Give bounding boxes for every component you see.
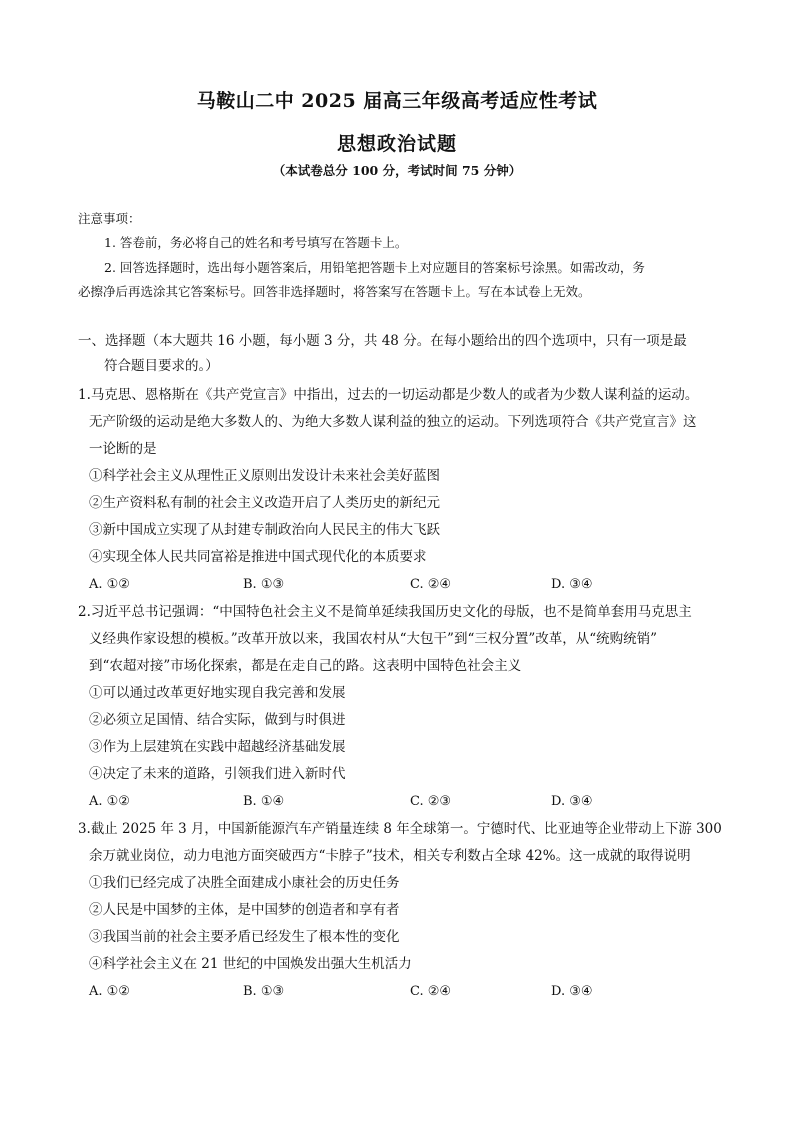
question-stem-line: 义经典作家设想的模板。”改革开放以来，我国农村从“大包干”到“三权分置”改革，从“统购统销” bbox=[89, 631, 658, 647]
question-stem-line: 到“农超对接”市场化探索，都是在走自己的路。这表明中国特色社会主义 bbox=[89, 658, 522, 674]
option-b: B. ①③ bbox=[243, 984, 285, 999]
notice-item-2-line-1: 2. 回答选择题时，选出每小题答案后，用铅笔把答题卡上对应题目的答案标号涂黑。如需改动，务 bbox=[104, 260, 645, 275]
statement-item: ②人民是中国梦的主体，是中国梦的创造者和享有者 bbox=[89, 902, 400, 918]
notice-item-1: 1. 答卷前，务必将自己的姓名和考号填写在答题卡上。 bbox=[104, 235, 408, 250]
statement-item: ①可以通过改革更好地实现自我完善和发展 bbox=[89, 685, 346, 701]
statement-item: ②生产资料私有制的社会主义改造开启了人类历史的新纪元 bbox=[89, 495, 440, 511]
notice-item-2-line-2: 必擦净后再选涂其它答案标号。回答非选择题时，将答案写在答题卡上。写在本试卷上无效。 bbox=[78, 284, 591, 299]
option-c: C. ②④ bbox=[410, 577, 452, 592]
option-d: D. ③④ bbox=[551, 577, 593, 592]
question-stem-line: 2.习近平总书记强调：“中国特色社会主义不是简单延续我国历史文化的母版，也不是简单套用马克思主 bbox=[78, 604, 692, 620]
question-stem-line: 1.马克思、恩格斯在《共产党宣言》中指出，过去的一切运动都是少数人的或者为少数人谋利益的运动。 bbox=[78, 387, 699, 403]
statement-item: ③作为上层建筑在实践中超越经济基础发展 bbox=[89, 739, 346, 755]
section-1-heading-line-2: 符合题目要求的。） bbox=[104, 358, 219, 374]
question-stem-line: 3.截止 2025 年 3 月，中国新能源汽车产销量连续 8 年全球第一。宁德时代、比亚迪等企业带动上下游 300 bbox=[78, 821, 722, 837]
statement-item: ①我们已经完成了决胜全面建成小康社会的历史任务 bbox=[89, 875, 400, 891]
option-b: B. ①④ bbox=[243, 794, 285, 809]
statement-item: ①科学社会主义从理性正义原则出发设计未来社会美好蓝图 bbox=[89, 468, 440, 484]
subject-title: 思想政治试题 bbox=[336, 133, 457, 155]
section-1-heading-line-1: 一、选择题（本大题共 16 小题，每小题 3 分，共 48 分。在每小题给出的四个选项中，只有一项是最 bbox=[78, 333, 687, 349]
question-stem-line: 无产阶级的运动是绝大多数人的、为绝大多数人谋利益的独立的运动。下列选项符合《共产党宣言》这 bbox=[89, 414, 697, 430]
option-d: D. ③④ bbox=[551, 984, 593, 999]
option-a: A. ①② bbox=[89, 577, 130, 592]
statement-item: ②必须立足国情、结合实际，做到与时俱进 bbox=[89, 712, 346, 728]
option-a: A. ①② bbox=[89, 984, 130, 999]
option-c: C. ②④ bbox=[410, 984, 452, 999]
statement-item: ③新中国成立实现了从封建专制政治向人民民主的伟大飞跃 bbox=[89, 522, 440, 538]
exam-title: 马鞍山二中 2025 届高三年级高考适应性考试 bbox=[196, 90, 598, 112]
option-d: D. ③④ bbox=[551, 794, 593, 809]
statement-item: ④科学社会主义在 21 世纪的中国焕发出强大生机活力 bbox=[89, 956, 412, 972]
option-a: A. ①② bbox=[89, 794, 130, 809]
option-c: C. ②③ bbox=[410, 794, 452, 809]
notice-heading: 注意事项： bbox=[78, 211, 141, 226]
question-stem-line: 一论断的是 bbox=[89, 441, 157, 457]
statement-item: ③我国当前的社会主要矛盾已经发生了根本性的变化 bbox=[89, 929, 400, 945]
exam-info: （本试卷总分 100 分，考试时间 75 分钟） bbox=[272, 163, 522, 178]
question-stem-line: 余万就业岗位，动力电池方面突破西方“卡脖子”技术，相关专利数占全球 42%。这一成就的取得说明 bbox=[89, 848, 691, 864]
option-b: B. ①③ bbox=[243, 577, 285, 592]
statement-item: ④实现全体人民共同富裕是推进中国式现代化的本质要求 bbox=[89, 549, 427, 565]
statement-item: ④决定了未来的道路，引领我们进入新时代 bbox=[89, 766, 346, 782]
